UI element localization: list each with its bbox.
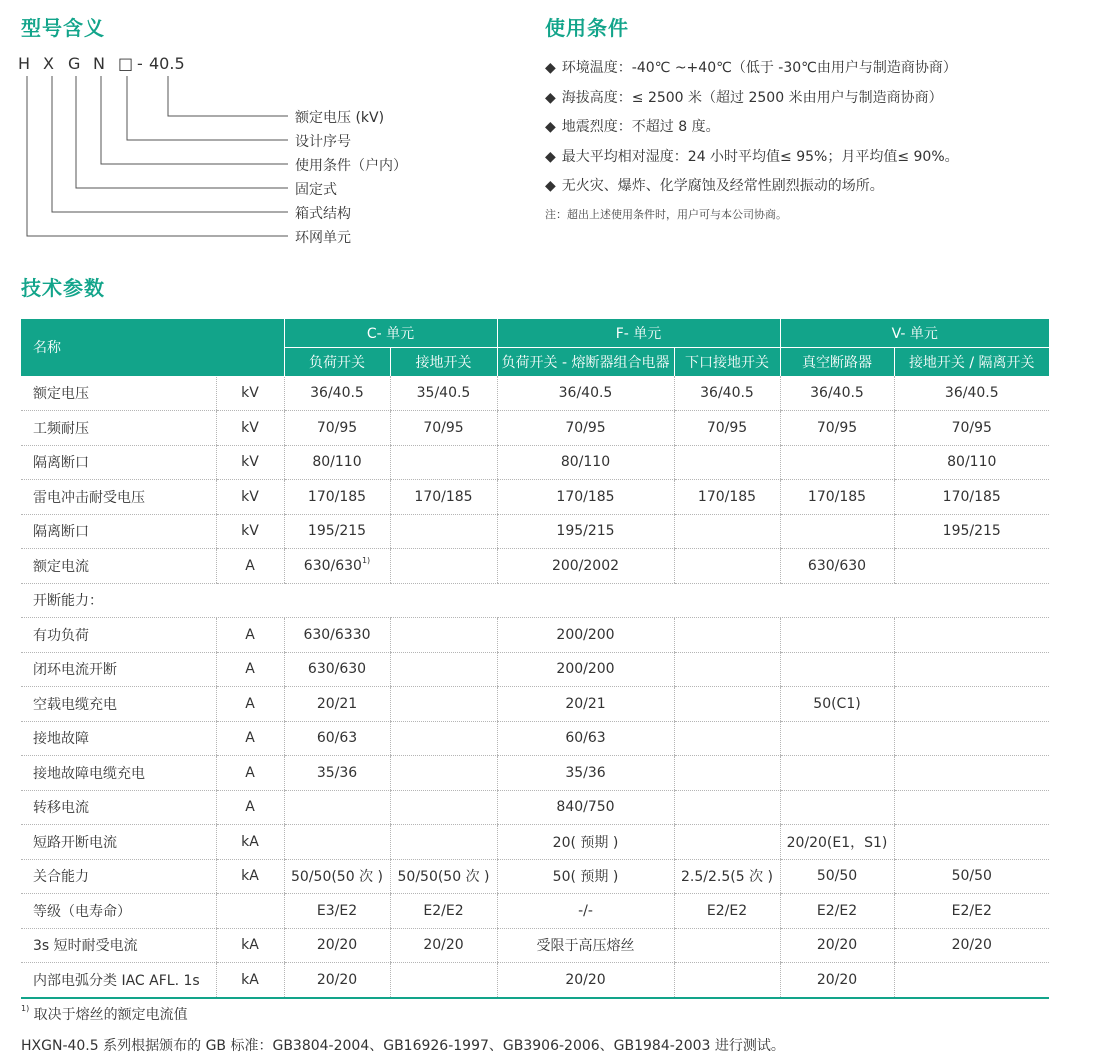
line-fixed [76, 76, 288, 188]
row-name: 闭环电流开断 [21, 652, 216, 687]
code-char-h: H [18, 54, 31, 73]
table-cell [894, 514, 1049, 549]
table-cell [497, 790, 674, 825]
legend-serial: 设计序号 [295, 134, 351, 150]
cell-value: 200/2002 [551, 557, 620, 574]
table-cell [894, 687, 1049, 722]
table-cell [780, 480, 894, 515]
table-cell [674, 549, 780, 584]
cell-value: 受限于高压熔丝 [536, 938, 635, 955]
tech-spec-table [21, 319, 1049, 999]
cell-value: 630/630 [807, 557, 867, 574]
cell-value: -/- [578, 902, 593, 919]
footnote-marker: 1) [21, 1004, 30, 1013]
table-row [21, 687, 1049, 722]
cell-value: E2/E2 [423, 902, 464, 919]
table-cell [674, 445, 780, 480]
row-unit: A [216, 618, 284, 653]
standards-note: HXGN-40.5 系列根据颁布的 GB 标准：GB3804-2004、GB16926-1997、GB3906-2006、GB1984-2003 进行测试。 [21, 1038, 785, 1054]
condition-item: ◆ 地震烈度：不超过 8 度。 [545, 119, 720, 135]
header-group-c: C- 单元 [284, 319, 497, 348]
table-cell [894, 480, 1049, 515]
cell-value: 170/185 [697, 488, 757, 505]
header-subcol: 负荷开关 - 熔断器组合电器 [497, 348, 674, 377]
table-cell [674, 652, 780, 687]
cell-value: 70/95 [706, 419, 748, 436]
table-cell [390, 825, 497, 860]
row-unit: A [216, 790, 284, 825]
table-cell [780, 411, 894, 446]
cell-value: 35/40.5 [416, 385, 471, 401]
cell-value: 50/50(50 次 ) [291, 869, 383, 886]
table-cell [284, 618, 390, 653]
table-cell [390, 549, 497, 584]
cell-value: 50/50 [951, 868, 992, 885]
cell-value: 36/40.5 [558, 385, 613, 401]
table-cell [894, 549, 1049, 584]
table-row [21, 756, 1049, 791]
condition-item: ◆ 环境温度：-40℃ ~+40℃（低于 -30℃由用户与制造商协商） [545, 60, 957, 76]
row-name: 隔离断口 [21, 514, 216, 549]
row-unit: kV [216, 480, 284, 515]
row-name: 额定电压 [21, 376, 216, 411]
table-cell [497, 549, 674, 584]
table-cell [894, 445, 1049, 480]
row-name: 接地故障电缆充电 [21, 756, 216, 791]
row-name: 3s 短时耐受电流 [21, 928, 216, 963]
row-unit [216, 894, 284, 929]
row-unit: kA [216, 859, 284, 894]
section-row [21, 583, 1049, 618]
cell-value: 20/21 [565, 695, 606, 712]
cell-value: 20/20 [565, 971, 606, 988]
table-row [21, 928, 1049, 963]
table-cell [284, 411, 390, 446]
cell-value: 20/20(E1，S1) [786, 834, 888, 851]
cell-value: 630/6330 [303, 626, 371, 643]
tech-section-title: 技术参数 [21, 276, 105, 300]
table-cell [497, 928, 674, 963]
line-conditions [101, 76, 288, 164]
code-char-n: N [93, 54, 105, 73]
header-subcol: 负荷开关 [284, 348, 390, 377]
table-row [21, 721, 1049, 756]
table-row [21, 480, 1049, 515]
cell-value: 70/95 [423, 419, 464, 436]
table-cell [390, 652, 497, 687]
table-cell [780, 963, 894, 998]
table-cell [390, 859, 497, 894]
code-char-dash: - [137, 54, 143, 73]
row-unit: kV [216, 411, 284, 446]
table-cell [284, 825, 390, 860]
tech-spec-body [21, 376, 1049, 998]
condition-item: ◆ 无火灾、爆炸、化学腐蚀及经常性剧烈振动的场所。 [545, 178, 884, 194]
table-cell [284, 687, 390, 722]
table-row [21, 411, 1049, 446]
header-subcol: 接地开关 [390, 348, 497, 377]
table-cell [284, 963, 390, 998]
table-cell [780, 790, 894, 825]
table-cell [780, 825, 894, 860]
row-unit: kA [216, 963, 284, 998]
table-cell [674, 894, 780, 929]
table-cell [284, 859, 390, 894]
table-cell [780, 514, 894, 549]
table-cell [390, 618, 497, 653]
table-cell [780, 894, 894, 929]
table-cell [497, 652, 674, 687]
table-cell [780, 618, 894, 653]
row-unit: A [216, 687, 284, 722]
code-char-box: □ [118, 54, 134, 73]
table-row [21, 549, 1049, 584]
table-cell [390, 721, 497, 756]
table-cell [497, 514, 674, 549]
row-name: 空载电缆充电 [21, 687, 216, 722]
cell-value: 50/50(50 次 ) [397, 869, 490, 886]
footnote [21, 1004, 188, 1024]
header-group-v: V- 单元 [780, 319, 1049, 348]
cell-value: 20/21 [316, 695, 358, 712]
row-name: 额定电流 [21, 549, 216, 584]
row-unit: A [216, 721, 284, 756]
header-group-f: F- 单元 [497, 319, 780, 348]
table-cell [284, 480, 390, 515]
diamond-bullet-icon: ◆ [545, 119, 556, 135]
table-cell [390, 514, 497, 549]
table-cell [894, 894, 1049, 929]
table-cell [497, 411, 674, 446]
cell-value: 20/20 [316, 971, 358, 988]
model-section-title: 型号含义 [21, 16, 105, 40]
condition-item: ◆ 海拔高度：≤ 2500 米（超过 2500 米由用户与制造商协商） [545, 89, 943, 106]
cell-value: 50( 预期 ) [552, 869, 619, 886]
table-cell [674, 859, 780, 894]
cell-value: 630/630 [307, 661, 367, 678]
table-cell [780, 859, 894, 894]
row-unit: kV [216, 514, 284, 549]
table-cell [497, 825, 674, 860]
table-cell [674, 756, 780, 791]
table-cell [780, 687, 894, 722]
table-cell [894, 790, 1049, 825]
cell-value: 80/110 [947, 454, 997, 471]
table-cell [497, 480, 674, 515]
table-cell [780, 756, 894, 791]
table-cell [497, 687, 674, 722]
table-row [21, 790, 1049, 825]
row-unit: kV [216, 376, 284, 411]
table-cell [894, 928, 1049, 963]
table-row [21, 445, 1049, 480]
table-cell [780, 549, 894, 584]
table-cell [674, 790, 780, 825]
table-cell [894, 721, 1049, 756]
conditions-note: 注：超出上述使用条件时，用户可与本公司协商。 [545, 208, 787, 221]
row-unit: A [216, 549, 284, 584]
table-cell [497, 445, 674, 480]
table-cell [284, 376, 390, 411]
table-cell [674, 480, 780, 515]
cell-value: 170/185 [414, 488, 473, 505]
table-cell [390, 790, 497, 825]
code-char-x: X [43, 54, 54, 73]
table-cell [390, 756, 497, 791]
cell-value: 36/40.5 [700, 385, 754, 401]
table-cell [284, 445, 390, 480]
cell-value: 50(C1) [813, 695, 861, 712]
table-cell [780, 721, 894, 756]
legend-conditions: 使用条件（户内） [295, 158, 407, 174]
legend-ring: 环网单元 [295, 230, 351, 246]
cell-value: 20/20 [816, 937, 858, 954]
table-cell [780, 928, 894, 963]
footnote-text: 取决于熔丝的额定电流值 [33, 1007, 188, 1023]
table-row [21, 859, 1049, 894]
cell-value: E3/E2 [316, 902, 358, 919]
table-cell [497, 894, 674, 929]
table-cell [674, 687, 780, 722]
cell-value: 35/36 [565, 764, 606, 781]
table-cell [894, 963, 1049, 998]
table-cell [674, 825, 780, 860]
table-cell [390, 687, 497, 722]
cell-value: 60/63 [565, 730, 606, 747]
row-unit: kA [216, 825, 284, 860]
cell-value: 170/185 [807, 488, 867, 505]
table-cell [497, 859, 674, 894]
table-cell [284, 652, 390, 687]
table-cell [497, 618, 674, 653]
table-row [21, 376, 1049, 411]
row-name: 工频耐压 [21, 411, 216, 446]
cell-value: 80/110 [312, 454, 362, 471]
table-cell [674, 514, 780, 549]
table-cell [894, 411, 1049, 446]
table-cell [674, 721, 780, 756]
model-diagram-lines [0, 0, 300, 250]
table-row [21, 894, 1049, 929]
code-char-g: G [68, 54, 81, 73]
table-cell [894, 376, 1049, 411]
table-cell [284, 928, 390, 963]
table-cell [674, 376, 780, 411]
line-serial [127, 76, 288, 140]
conditions-list [545, 54, 959, 202]
cell-value: 20/20 [316, 937, 358, 954]
table-cell [284, 549, 390, 584]
table-cell [674, 963, 780, 998]
line-voltage [168, 76, 288, 116]
table-cell [674, 928, 780, 963]
table-cell [894, 652, 1049, 687]
legend-voltage: 额定电压 (kV) [295, 110, 385, 126]
table-cell [390, 411, 497, 446]
row-name: 关合能力 [21, 859, 216, 894]
table-row [21, 825, 1049, 860]
table-cell [284, 894, 390, 929]
table-cell [497, 963, 674, 998]
table-cell [894, 859, 1049, 894]
cell-value: 60/63 [316, 730, 358, 747]
row-unit: A [216, 756, 284, 791]
table-cell [390, 894, 497, 929]
cell-value: 200/200 [556, 626, 615, 643]
table-cell [780, 445, 894, 480]
row-name: 短路开断电流 [21, 825, 216, 860]
cell-value: 170/185 [942, 488, 1001, 505]
table-cell [497, 721, 674, 756]
table-cell [284, 721, 390, 756]
table-row [21, 618, 1049, 653]
cell-value: E2/E2 [951, 902, 992, 919]
cell-value: E2/E2 [816, 902, 858, 919]
code-char-voltage: 40.5 [149, 54, 185, 73]
header-subcol: 接地开关 / 隔离开关 [894, 348, 1049, 377]
table-cell [390, 963, 497, 998]
table-cell [674, 618, 780, 653]
diamond-bullet-icon: ◆ [545, 60, 556, 76]
cell-value: 840/750 [556, 799, 615, 816]
table-row [21, 963, 1049, 998]
table-cell [894, 618, 1049, 653]
header-subcol: 真空断路器 [780, 348, 894, 377]
cell-value: 36/40.5 [310, 385, 364, 401]
row-section-label: 开断能力： [21, 583, 1049, 618]
legend-fixed: 固定式 [295, 182, 337, 198]
diamond-bullet-icon: ◆ [545, 178, 556, 194]
table-cell [894, 825, 1049, 860]
cell-value: 35/36 [316, 764, 358, 781]
cell-value: 20/20 [423, 937, 464, 954]
table-cell [894, 756, 1049, 791]
table-cell [390, 480, 497, 515]
cell-value: 70/95 [951, 419, 992, 436]
cell-value: 70/95 [565, 419, 606, 436]
table-cell [284, 756, 390, 791]
cell-value: 36/40.5 [810, 385, 864, 401]
diamond-bullet-icon: ◆ [545, 148, 556, 165]
legend-box: 箱式结构 [295, 206, 351, 222]
cell-value: 170/185 [556, 488, 615, 505]
cell-value: 170/185 [307, 488, 367, 505]
row-name: 转移电流 [21, 790, 216, 825]
cell-value: 200/200 [556, 661, 615, 678]
cell-value: 50/50 [816, 868, 858, 885]
header-name: 名称 [21, 319, 284, 376]
table-cell [390, 928, 497, 963]
cell-value: 195/215 [307, 523, 367, 540]
table-cell [497, 756, 674, 791]
table-cell [780, 376, 894, 411]
table-cell [497, 376, 674, 411]
cell-value: 20( 预期 ) [552, 834, 619, 851]
row-name: 雷电冲击耐受电压 [21, 480, 216, 515]
header-subcol: 下口接地开关 [674, 348, 780, 377]
row-name: 内部电弧分类 IAC AFL. 1s [21, 963, 216, 998]
footnote-ref: 1) [361, 555, 371, 565]
cell-value: 70/95 [316, 419, 358, 436]
condition-item: ◆ 最大平均相对湿度：24 小时平均值≤ 95%；月平均值≤ 90%。 [545, 148, 959, 165]
cell-value: 80/110 [560, 454, 611, 471]
row-unit: kV [216, 445, 284, 480]
row-unit: kA [216, 928, 284, 963]
row-name: 有功负荷 [21, 618, 216, 653]
diamond-bullet-icon: ◆ [545, 89, 556, 106]
cell-value: 36/40.5 [944, 385, 999, 401]
conditions-section-title: 使用条件 [545, 16, 629, 40]
cell-value: 2.5/2.5(5 次 ) [681, 869, 773, 886]
table-cell [674, 411, 780, 446]
cell-value: 630/630 [303, 557, 362, 574]
cell-value: 195/215 [556, 523, 615, 540]
cell-value: 70/95 [816, 419, 858, 436]
table-cell [284, 514, 390, 549]
cell-value: 20/20 [816, 971, 858, 988]
row-name: 接地故障 [21, 721, 216, 756]
table-cell [780, 652, 894, 687]
row-name: 隔离断口 [21, 445, 216, 480]
line-box [52, 76, 288, 212]
cell-value: E2/E2 [706, 902, 748, 919]
table-row [21, 514, 1049, 549]
cell-value: 195/215 [942, 523, 1001, 540]
table-cell [284, 790, 390, 825]
row-name: 等级（电寿命） [21, 894, 216, 929]
table-cell [390, 376, 497, 411]
table-cell [390, 445, 497, 480]
row-unit: A [216, 652, 284, 687]
cell-value: 20/20 [951, 937, 992, 954]
table-row [21, 652, 1049, 687]
